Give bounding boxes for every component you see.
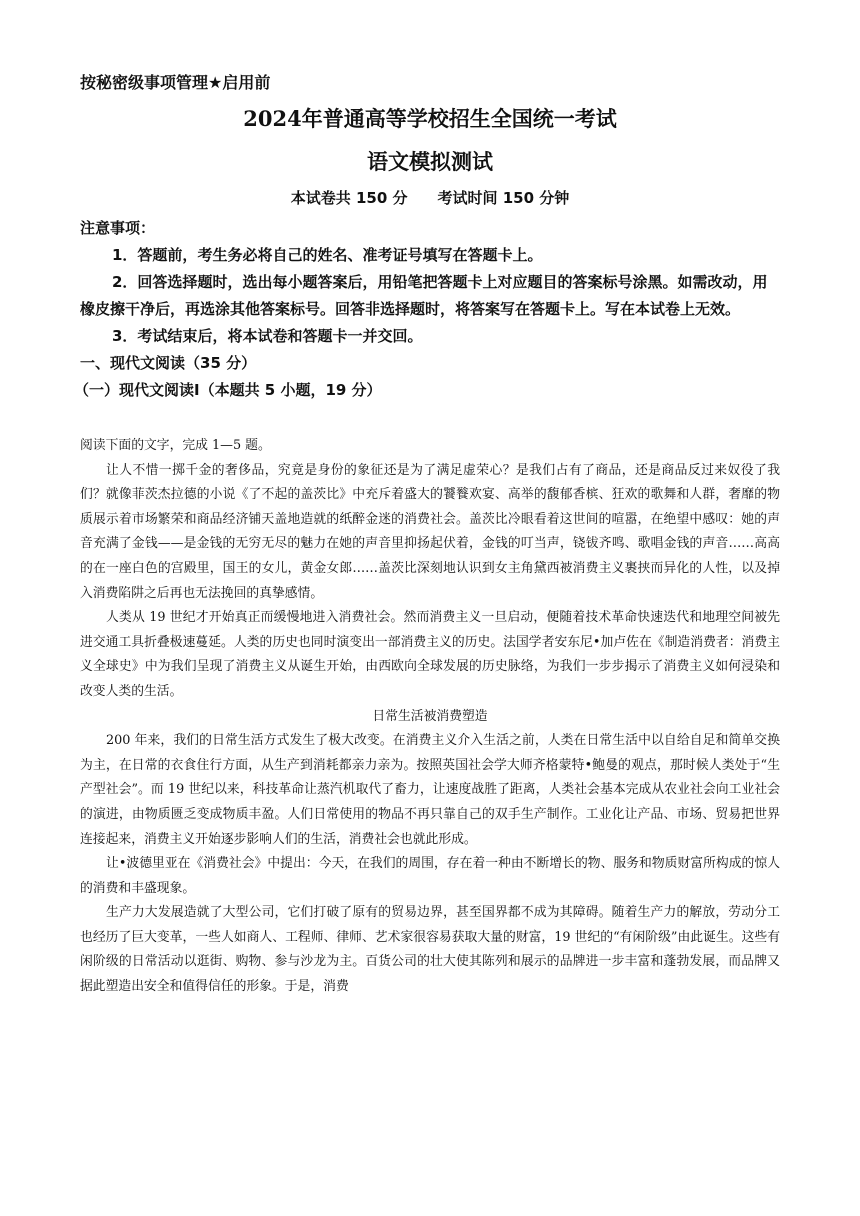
- paragraph: 生产力大发展造就了大型公司，它们打破了原有的贸易边界，甚至国界都不成为其障碍。随着生产力的解放，劳动分工也经历了巨大变革，一些人如商人、工程师、律师、艺术家很容易获取大量的财富，19 世纪的“有闲阶级”由此诞生。这些有闲阶级的日常活动以逛街、购物、参与沙龙为主。百货公司的壮大使其陈列和展示的品牌进一步丰富和蓬勃发展，而品牌又据此塑造出安全和值得信任的形象。于是，消费: [80, 905, 780, 995]
- secret-level-label: 按秘密级事项管理★启用前: [80, 73, 271, 92]
- exam-meta: [0, 187, 860, 208]
- reading-passage: [80, 434, 780, 1000]
- paragraph: 人类从 19 世纪才开始真正而缓慢地进入消费社会。然而消费主义一旦启动，便随着技术革命快速迭代和地理空间被先进交通工具折叠极速蔓延。人类的历史也同时演变出一部消费主义的历史。法国学者安东尼•加卢佐在《制造消费者：消费主义全球史》中为我们呈现了消费主义从诞生开始，由西欧向全球发展的历史脉络，为我们一步步揭示了消费主义如何浸染和改变人类的生活。: [80, 610, 780, 699]
- time-info: 考试时间 150 分钟: [437, 189, 570, 207]
- score-info: 本试卷共 150 分: [290, 189, 408, 207]
- section-title: 一、现代文阅读（35 分）: [80, 354, 257, 372]
- paragraph: 让•波德里亚在《消费社会》中提出：今天，在我们的周围，存在着一种由不断增长的物、服务和物质财富所构成的惊人的消费和丰盛现象。: [80, 856, 780, 896]
- notice-item-2: 2．回答选择题时，选出每小题答案后，用铅笔把答题卡上对应题目的答案标号涂黑。如需改动，用橡皮擦干净后，再选涂其他答案标号。回答非选择题时，将答案写在答题卡上。写在本试卷上无效。: [80, 273, 768, 318]
- notice-item-3: 3．考试结束后，将本试卷和答题卡一并交回。: [112, 327, 423, 345]
- paragraph: 200 年来，我们的日常生活方式发生了极大改变。在消费主义介入生活之前，人类在日常生活中以自给自足和简单交换为主，在日常的衣食住行方面，从生产到消耗都亲力亲为。按照英国社会学大师齐格蒙特•鲍曼的观点，那时候人类处于“生产型社会”。而 19 世纪以来，科技革命让蒸汽机取代了畜力，让速度战胜了距离，人类社会基本完成从农业社会向工业社会的演进，由物质匮乏变成物质丰盈。人们日常使用的物品不再只靠自己的双手生产制作。工业化让产品、市场、贸易把世界连接起来，消费主义开始逐步影响人们的生活，消费社会也就此形成。: [80, 733, 780, 847]
- exam-subtitle: 语文模拟测试: [367, 149, 493, 174]
- exam-title: 2024年普通高等学校招生全国统一考试: [243, 106, 617, 131]
- paragraph: 让人不惜一掷千金的奢侈品，究竟是身份的象征还是为了满足虚荣心？是我们占有了商品，还是商品反过来奴役了我们？就像菲茨杰拉德的小说《了不起的盖茨比》中充斥着盛大的饕餮欢宴、高举的馥郁香槟、狂欢的歌舞和人群，奢靡的物质展示着市场繁荣和商品经济铺天盖地造就的纸醉金迷的消费社会。盖茨比冷眼看着这世间的喧嚣，在绝望中感叹：她的声音充满了金钱——是金钱的无穷无尽的魅力在她的声音里抑扬起伏着，金钱的叮当声，铙钹齐鸣、歌唱金钱的声音……高高的在一座白色的宫殿里，国王的女儿，黄金女郎……盖茨比深刻地认识到女主角黛西被消费主义裹挟而异化的人性，以及掉入消费陷阱之后再也无法挽回的真挚感情。: [80, 462, 781, 601]
- passage-subheading: 日常生活被消费塑造: [372, 708, 488, 724]
- section-subtitle: （一）现代文阅读Ⅰ（本题共 5 小题，19 分）: [74, 381, 382, 399]
- notice-item-1: 1．答题前，考生务必将自己的姓名、准考证号填写在答题卡上。: [112, 246, 543, 264]
- notice-heading: 注意事项：: [80, 219, 156, 237]
- reading-instruction: 阅读下面的文字，完成 1—5 题。: [80, 438, 271, 453]
- notice-section: [74, 215, 780, 404]
